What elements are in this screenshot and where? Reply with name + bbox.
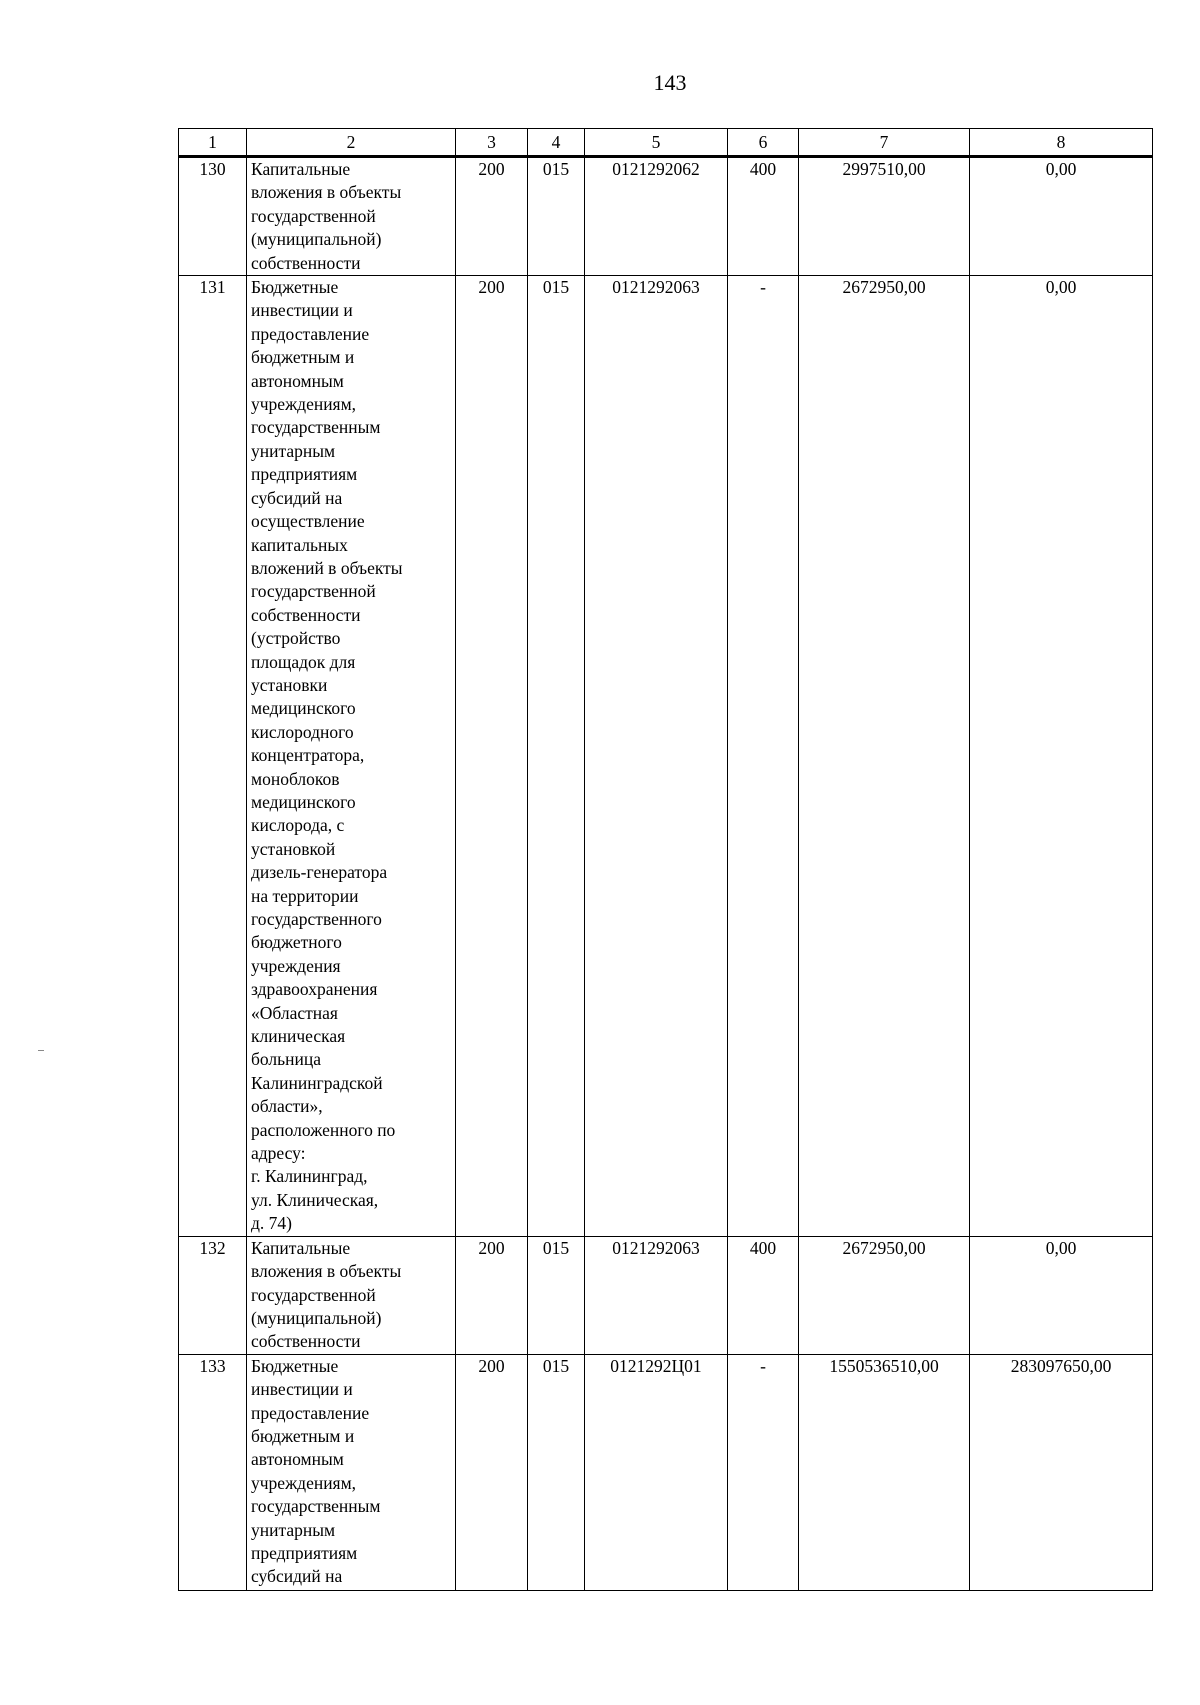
table-row xyxy=(179,1236,1153,1354)
row-name-cell xyxy=(247,1236,456,1354)
row-number: 131 xyxy=(179,276,247,1237)
header-cell-4: 4 xyxy=(528,129,585,157)
row-name: Капитальные вложения в объекты государственной (муниципальной) собственности xyxy=(251,1237,402,1352)
header-cell-5: 5 xyxy=(585,129,728,157)
row-col-4: 015 xyxy=(528,157,585,276)
row-col-7: 1550536510,00 xyxy=(799,1354,970,1590)
header-row xyxy=(179,129,1153,157)
row-col-4: 015 xyxy=(528,276,585,1237)
row-col-5: 0121292063 xyxy=(585,276,728,1237)
row-name: Бюджетные инвестиции и предоставление бюджетным и автономным учреждениям, государственным унитарным предприятиям субсидий на xyxy=(251,1355,381,1587)
row-col-3: 200 xyxy=(456,157,528,276)
header-cell-3: 3 xyxy=(456,129,528,157)
row-col-6: 400 xyxy=(728,157,799,276)
row-col-5: 0121292063 xyxy=(585,1236,728,1354)
row-col-6: - xyxy=(728,1354,799,1590)
row-col-7: 2997510,00 xyxy=(799,157,970,276)
row-number: 133 xyxy=(179,1354,247,1590)
row-col-8: 283097650,00 xyxy=(970,1354,1153,1590)
row-col-5: 0121292Ц01 xyxy=(585,1354,728,1590)
row-name: Капитальные вложения в объекты государственной (муниципальной) собственности xyxy=(251,159,402,273)
row-col-4: 015 xyxy=(528,1236,585,1354)
header-cell-1: 1 xyxy=(179,129,247,157)
header-cell-2: 2 xyxy=(247,129,456,157)
row-col-7: 2672950,00 xyxy=(799,276,970,1237)
row-col-7: 2672950,00 xyxy=(799,1236,970,1354)
table-row xyxy=(179,276,1153,1237)
row-name: Бюджетные инвестиции и предоставление бюджетным и автономным учреждениям, государственным унитарным предприятиям субсидий на осуществление капитальных вложений в объекты государственной собственности (устройство площадок для установки медицинского кислородного концентратора, моноблоков медицинского кислорода, с установкой дизель-генератора на территории государственного бюджетного учреждения здравоохранения «Областная клиническая больница Калининградской области», расположенного по адресу: г. Калининград, ул. Клиническая, д. 74) xyxy=(251,277,403,1234)
row-name-cell xyxy=(247,1354,456,1590)
row-col-8: 0,00 xyxy=(970,157,1153,276)
row-col-6: - xyxy=(728,276,799,1237)
row-col-3: 200 xyxy=(456,1236,528,1354)
header-cell-6: 6 xyxy=(728,129,799,157)
table-row xyxy=(179,1354,1153,1590)
table-header xyxy=(179,129,1153,157)
budget-table xyxy=(178,128,1153,1591)
page-number: 143 xyxy=(653,70,687,95)
table-row xyxy=(179,157,1153,276)
row-col-5: 0121292062 xyxy=(585,157,728,276)
row-col-4: 015 xyxy=(528,1354,585,1590)
table-body xyxy=(179,157,1153,1591)
header-cell-7: 7 xyxy=(799,129,970,157)
row-name-cell xyxy=(247,276,456,1237)
header-cell-8: 8 xyxy=(970,129,1153,157)
row-number: 132 xyxy=(179,1236,247,1354)
row-col-8: 0,00 xyxy=(970,1236,1153,1354)
row-col-8: 0,00 xyxy=(970,276,1153,1237)
row-col-6: 400 xyxy=(728,1236,799,1354)
row-col-3: 200 xyxy=(456,1354,528,1590)
row-col-3: 200 xyxy=(456,276,528,1237)
row-name-cell xyxy=(247,157,456,276)
margin-mark xyxy=(38,1050,44,1051)
row-number: 130 xyxy=(179,157,247,276)
